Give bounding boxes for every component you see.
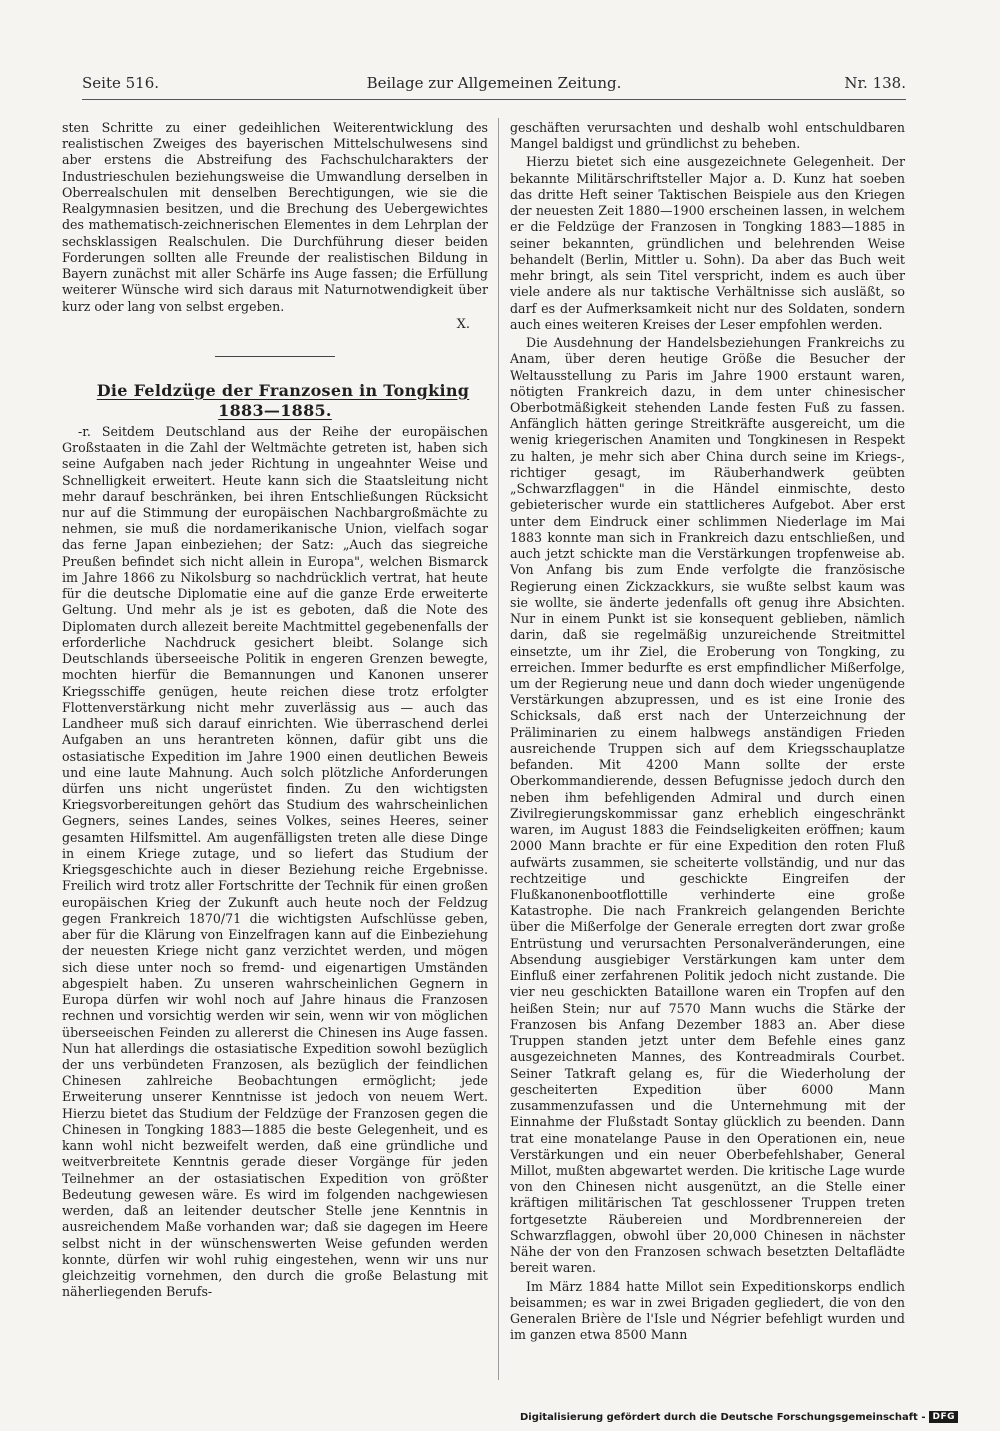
article-paragraph: Im März 1884 hatte Millot sein Expeditionskorps endlich beisammen; es war in zwei Brigaden gegliedert, die von den Generalen Brière de l'Isle und Négrier befehligt wurden und im ganzen etwa 8500 Mann: [510, 1278, 905, 1343]
page-number-label: Seite 516.: [82, 74, 160, 92]
left-column: [62, 120, 488, 1302]
column-divider: [498, 118, 499, 1380]
header-divider: [82, 99, 906, 100]
article-paragraph: -r. Seitdem Deutschland aus der Reihe der europäischen Großstaaten in die Zahl der Weltmächte getreten ist, haben sich seine Aufgaben nach jeder Richtung in ungeahnter Weise und Schnelligkeit erweitert. Heute kann sich die Staatsleitung nicht mehr darauf beschränken, bei ihren Entschließungen Rücksicht nur auf die Stimmung der europäischen Nachbargroßmächte zu nehmen, sie muß die nordamerikanische Union, vielfach sogar das ferne Japan einbeziehen; der Satz: „Auch das siegreiche Preußen befindet sich nicht allein in Europa", welchen Bismarck im Jahre 1866 zu Nikolsburg so nachdrücklich vertrat, hat heute für die deutsche Diplomatie eine auf die ganze Erde erweiterte Geltung. Und mehr als je ist es geboten, daß die Note des Diplomaten durch allezeit bereite Machtmittel gegebenenfalls der erforderliche Nachdruck gesichert bleibt. Solange sich Deutschlands überseeische Politik in engeren Grenzen bewegte, mochten hierfür die Bemannungen und Kanonen unserer Kriegsschiffe genügen, heute reichen diese trotz erfolgter Flottenverstärkung nicht mehr zuverlässig aus — auch das Landheer muß sich darauf einrichten. Wie überraschend derlei Aufgaben an uns herantreten können, dafür gibt uns die ostasiatische Expedition im Jahre 1900 einen deutlichen Beweis und eine laute Mahnung. Auch solch plötzliche Anforderungen dürfen uns nicht ungerüstet finden. Zu den wichtigsten Kriegsvorbereitungen gehört das Studium des wahrscheinlichen Gegners, seines Landes, seines Volkes, seines Heeres, seiner gesamten Hilfsmittel. Am augenfälligsten treten alle diese Dinge in einem Kriege zutage, und so liefert das Studium der Kriegsgeschichte auch in dieser Beziehung reiche Ergebnisse. Freilich wird trotz aller Fortschritte der Technik für einen großen europäischen Krieg der Zukunft auch heute noch der Feldzug gegen Frankreich 1870/71 die wichtigsten Aufschlüsse geben, aber für die Klärung von Einzelfragen kann auf die Einbeziehung der neuesten Kriege nicht ganz verzichtet werden, und mögen sich diese unter noch so fremd- und eigenartigen Umständen abgespielt haben. Zu unseren wahrscheinlichen Gegnern in Europa dürfen wir wohl noch auf Jahre hinaus die Franzosen rechnen und vorsichtig werden wir sein, wenn wir von möglichen überseeischen Feinden zu allererst die Chinesen ins Auge fassen. Nun hat allerdings die ostasiatische Expedition sowohl bezüglich der uns verbündeten Franzosen, als bezüglich der feindlichen Chinesen zahlreiche Beobachtungen ermöglicht; jede Erweiterung unserer Kenntnisse ist jedoch von neuem Wert. Hierzu bietet das Studium der Feldzüge der Franzosen gegen die Chinesen in Tongking 1883—1885 die beste Gelegenheit, und es kann wohl nicht bezweifelt werden, daß eine gründliche und weitverbreitete Kenntnis gerade dieser Vorgänge für jeden Teilnehmer an der ostasiatischen Expedition von größter Bedeutung gewesen wäre. Es wird im folgenden nachgewiesen werden, daß an leitender deutscher Stelle jene Kenntnis in ausreichendem Maße vorhanden war; daß sie dagegen im Heere selbst nicht in der wünschenswerten Weise gefunden werden konnte, dürfen wir wohl ruhig eingestehen, wenn wir uns nur gleichzeitig vornehmen, den durch die große Belastung mit näherliegenden Berufs-: [62, 423, 488, 1300]
signature: X.: [456, 316, 470, 332]
digitization-footer: [520, 1411, 958, 1423]
page-header: [82, 74, 906, 98]
section-separator: [215, 356, 335, 357]
right-column: [510, 120, 905, 1346]
article-paragraph: Die Ausdehnung der Handelsbeziehungen Frankreichs zu Anam, über deren heutige Größe die Besucher der Weltausstellung zu Paris im Jahre 1900 erstaunt waren, nötigten Frankreich dazu, in dem unter chinesischer Oberbotmäßigkeit stehenden Lande festen Fuß zu fassen. Anfänglich hätten geringe Streitkräfte ausgereicht, um die wenig kriegerischen Anamiten und Tongkinesen in Respekt zu halten, je mehr sich aber China durch seine im Kriegs-, richtiger gesagt, im Räuberhandwerk geübten „Schwarzflaggen" in die Händel einmischte, desto gebieterischer wurde ein stattlicheres Aufgebot. Aber erst unter dem Eindruck einer schlimmen Niederlage im Mai 1883 konnte man sich in Frankreich dazu entschließen, und auch jetzt schickte man die Verstärkungen tropfenweise ab. Von Anfang bis zum Ende verfolgte die französische Regierung einen Zickzackkurs, sie wußte selbst kaum was sie wollte, sie änderte jedenfalls oft genug ihre Absichten. Nur in einem Punkt ist sie konsequent geblieben, nämlich darin, daß sie regelmäßig unzureichende Streitmittel einsetzte, um ihr Ziel, die Eroberung von Tongking, zu erreichen. Immer bedurfte es erst empfindlicher Mißerfolge, um der Regierung neue und dann doch wieder ungenügende Verstärkungen abzupressen, und es ist eine Ironie des Schicksals, daß erst nach der Unterzeichnung der Präliminarien zu einem halbwegs anständigen Frieden ausreichende Truppen sich auf dem Kriegsschauplatze befanden. Mit 4200 Mann sollte der erste Oberkommandierende, dessen Befugnisse jedoch durch den neben ihm befehligenden Admiral und durch einen Zivilregierungskommissar ganz erheblich eingeschränkt waren, im August 1883 die Feindseligkeiten eröffnen; kaum 2000 Mann brachte er für eine Expedition den roten Fluß aufwärts zusammen, sie scheiterte vollständig, und nur das rechtzeitige und geschickte Eingreifen der Flußkanonenbootflottille verhinderte eine große Katastrophe. Die nach Frankreich gelangenden Berichte über die Mißerfolge der Generale erregten dort zwar große Entrüstung und verursachten Personalveränderungen, eine Absendung ausgiebiger Verstärkungen kam unter dem Einfluß einer zerfahrenen Politik jedoch nicht zustande. Die vier neu geschickten Bataillone waren ein Tropfen auf den heißen Stein; nur auf 7570 Mann wuchs die Stärke der Franzosen bis Anfang Dezember 1883 an. Aber diese Truppen standen jetzt unter dem Befehle eines ganz ausgezeichneten Mannes, des Kontreadmirals Courbet. Seiner Tatkraft gelang es, für die Wiederholung der gescheiterten Expedition über 6000 Mann zusammenzufassen und die Unternehmung mit der Einnahme der Flußstadt Sontay glücklich zu beenden. Dann trat eine monatelange Pause in den Operationen ein, neue Verstärkungen und ein neuer Oberbefehlshaber, General Millot, mußten abgewartet werden. Die kritische Lage wurde von den Chinesen nicht ausgenützt, an die Stelle einer kräftigen militärischen Tat geschlossener Truppen treten fortgesetzte Räubereien und Mordbrennereien der Schwarzflaggen, obwohl über 20,000 Chinesen in nächster Nähe der von den Franzosen schwach besetzten Deltaflädte bereit waren.: [510, 335, 905, 1276]
dfg-logo-icon: DFG: [929, 1411, 958, 1423]
article-paragraph: Hierzu bietet sich eine ausgezeichnete Gelegenheit. Der bekannte Militärschriftsteller Major a. D. Kunz hat soeben das dritte Heft seiner Taktischen Beispiele aus den Kriegen der neuesten Zeit 1880—1900 erscheinen lassen, in welchem er die Feldzüge der Franzosen in Tongking 1883—1885 in seiner bekannten, gründlichen und belehrenden Weise behandelt (Berlin, Mittler u. Sohn). Da aber das Buch weit mehr bringt, als sein Titel verspricht, indem es auch über viele andere als nur taktische Verhältnisse sich ausläßt, so darf es der Aufmerksamkeit nicht nur des Soldaten, sondern auch eines weiteren Kreises der Leser empfohlen werden.: [510, 154, 905, 332]
continued-paragraph: geschäften verursachten und deshalb wohl entschuldbaren Mangel baldigst und gründlichst zu beheben.: [510, 120, 905, 152]
publication-title: Beilage zur Allgemeinen Zeitung.: [366, 74, 622, 92]
issue-number: Nr. 138.: [844, 74, 906, 92]
intro-paragraph: sten Schritte zu einer gedeihlichen Weiterentwicklung des realistischen Zweiges des bayerischen Mittelschulwesens sind aber erstens die Abstreifung des Fachschulcharakters der Industrieschulen beziehungsweise die Umwandlung derselben in Oberrealschulen mit denselben Berechtigungen, wie sie die Realgymnasien besitzen, und die Brechung des Uebergewichtes des mathematisch-zeichnerischen Elementes in dem Lehrplan der sechsklassigen Realschulen. Die Durchführung dieser beiden Forderungen sollten alle Freunde der realistischen Bildung in Bayern zunächst mit aller Schärfe ins Auge fassen; die Erfüllung weiterer Wünsche wird sich daraus mit Naturnotwendigkeit über kurz oder lang von selbst ergeben.: [62, 120, 488, 314]
article-title: Die Feldzüge der Franzosen in Tongking 1883—1885.: [96, 380, 470, 421]
footer-text: Digitalisierung gefördert durch die Deutsche Forschungsgemeinschaft -: [519, 1411, 926, 1423]
